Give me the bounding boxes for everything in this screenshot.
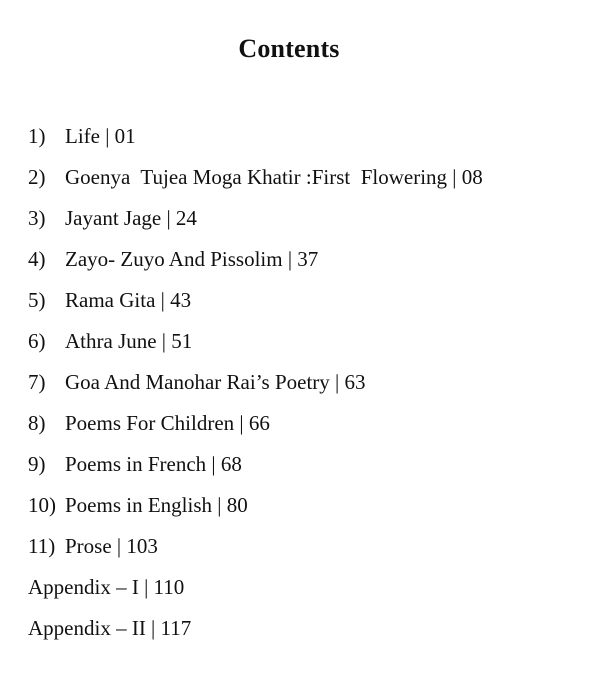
toc-entry-appendix-1	[28, 571, 483, 612]
entry-title: Poems in English | 80	[65, 493, 248, 517]
toc-entry-appendix-2	[28, 612, 483, 653]
toc-entry-5	[28, 284, 483, 325]
toc-entry-9	[28, 448, 483, 489]
entry-number: 4)	[28, 247, 46, 271]
entry-title: Goa And Manohar Rai’s Poetry | 63	[65, 370, 366, 394]
entry-title: Prose | 103	[65, 534, 158, 558]
toc-entry-6	[28, 325, 483, 366]
toc-entry-8	[28, 407, 483, 448]
toc-entry-11	[28, 530, 483, 571]
entry-number: 7)	[28, 370, 46, 394]
entry-number: 11)	[28, 534, 56, 558]
toc-entry-2	[28, 161, 483, 202]
entry-title: Zayo- Zuyo And Pissolim | 37	[65, 247, 319, 271]
toc-entry-3	[28, 202, 483, 243]
entry-number: 3)	[28, 206, 46, 230]
entry-number: 2)	[28, 165, 46, 189]
table-of-contents	[28, 120, 483, 653]
toc-entry-4	[28, 243, 483, 284]
entry-title: Rama Gita | 43	[65, 288, 192, 312]
page-title: Contents	[238, 34, 340, 63]
toc-entry-7	[28, 366, 483, 407]
entry-number: 10)	[28, 493, 56, 517]
entry-number: 6)	[28, 329, 46, 353]
toc-entry-10	[28, 489, 483, 530]
entry-number: 1)	[28, 124, 46, 148]
entry-title: Goenya Tujea Moga Khatir :First Flowering | 08	[65, 165, 483, 189]
entry-title: Jayant Jage | 24	[65, 206, 197, 230]
entry-number: 8)	[28, 411, 46, 435]
entry-title: Appendix – II | 117	[28, 616, 192, 640]
entry-title: Poems For Children | 66	[65, 411, 270, 435]
entry-title: Appendix – I | 110	[28, 575, 185, 599]
entry-number: 9)	[28, 452, 46, 476]
entry-title: Athra June | 51	[65, 329, 193, 353]
entry-title: Poems in French | 68	[65, 452, 242, 476]
toc-entry-1	[28, 120, 483, 161]
entry-number: 5)	[28, 288, 46, 312]
entry-title: Life | 01	[65, 124, 136, 148]
